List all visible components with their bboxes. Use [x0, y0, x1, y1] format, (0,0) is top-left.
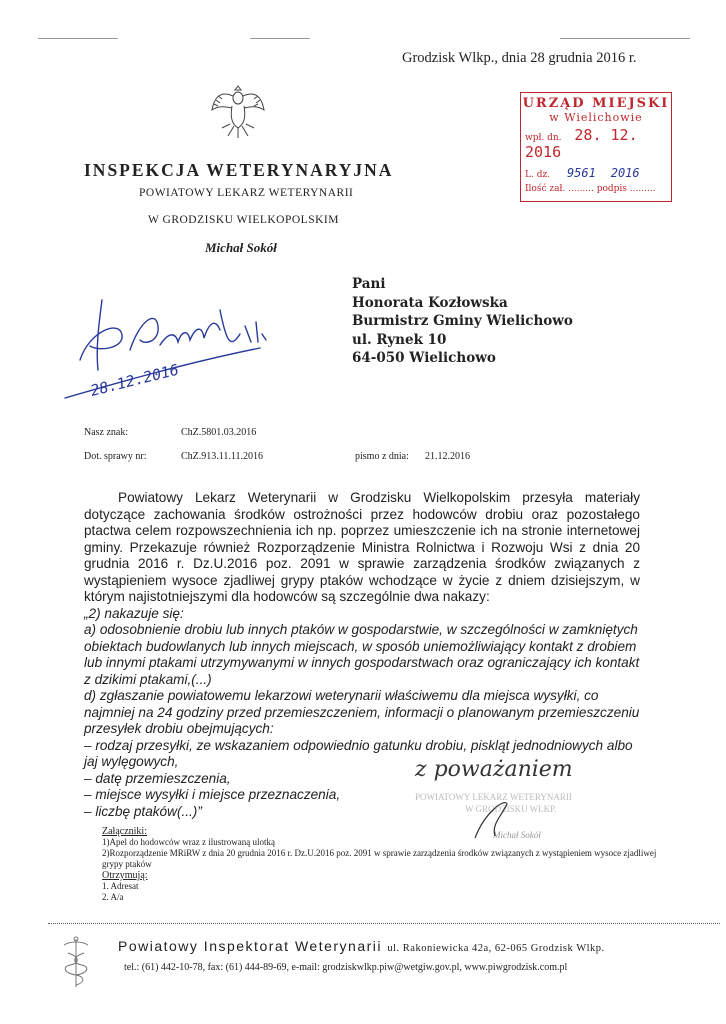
institution-subtitle-1: POWIATOWY LEKARZ WETERYNARII — [139, 187, 354, 199]
caduceus-logo-icon — [56, 935, 96, 990]
quote-intro: „2) nakazuje się: — [84, 605, 184, 621]
recipients-label: Otrzymują: — [102, 870, 148, 881]
recipient-copy-1: 1. Adresat — [102, 881, 139, 891]
top-rule-mid — [250, 38, 310, 39]
stamp-ldz-value: 9561 — [566, 166, 596, 180]
document-date: Grodzisk Wlkp., dnia 28 grudnia 2016 r. — [402, 50, 637, 66]
top-rule-left — [38, 38, 118, 39]
recipient-line-4: ul. Rynek 10 — [352, 331, 447, 348]
faded-stamp-line-2: W GRODZISKU WLKP. — [465, 804, 557, 814]
recipient-address — [352, 275, 573, 368]
recipient-line-2: Honorata Kozłowska — [352, 294, 508, 311]
ref-dot-sprawy-label: Dot. sprawy nr: — [84, 451, 147, 462]
handwritten-signature-icon — [60, 290, 290, 410]
faded-stamp-line-1: POWIATOWY LEKARZ WETERYNARII — [415, 792, 572, 802]
footer-org-line — [118, 938, 605, 954]
faded-stamp-name: Michał Sokół — [493, 830, 541, 840]
footer-org: Powiatowy Inspektorat Weterynarii — [118, 938, 382, 954]
quote-bullet-3: – miejsce wysyłki i miejsce przeznaczenia, — [84, 787, 341, 802]
stamp-wpl-label: wpł. dn. — [525, 133, 562, 143]
stamp-wpl-date: 28. 12. 2016 — [525, 126, 638, 161]
stamp-subtitle: w Wielichowie — [549, 111, 643, 124]
quote-a: a) odosobnienie drobiu lub innych ptaków w gospodarstwie, w szczególności w zamkniętych obiektach budowlanych lub innych miejscach, w sposób uniemożliwiający kontakt z drobiem lub innymi ptakami utrzymywanymi w innych gospodarstwach oraz ograniczający ich kontakt z dzikimi ptakami,(...) — [84, 622, 640, 687]
attachments-section — [102, 826, 662, 903]
quote-bullet-4: – liczbę ptaków(...)” — [84, 803, 202, 819]
ref-pismo-label: pismo z dnia: — [355, 451, 409, 462]
eagle-emblem-icon — [210, 80, 266, 140]
reception-stamp — [520, 92, 672, 202]
recipient-line-5: 64-050 Wielichowo — [352, 350, 496, 366]
recipient-line-3: Burmistrz Gminy Wielichowo — [352, 313, 573, 329]
stamp-ldz-label: L. dz. — [525, 170, 551, 180]
stamp-ilosc: Ilość zał. ......... podpis ......... — [525, 184, 656, 194]
footer-address: ul. Rakoniewicka 42a, 62-065 Grodzisk Wlkp. — [387, 943, 605, 954]
quote-bullet-2: – datę przemieszczenia, — [84, 770, 231, 786]
institution-subtitle-2: W GRODZISKU WIELKOPOLSKIM — [148, 214, 339, 226]
recipient-line-1: Pani — [352, 276, 386, 292]
ref-dot-sprawy-value: ChZ.913.11.11.2016 — [181, 451, 264, 462]
ref-pismo-value: 21.12.2016 — [425, 451, 470, 462]
institution-name: INSPEKCJA WETERYNARYJNA — [84, 160, 394, 180]
footer-contact: tel.: (61) 442-10-78, fax: (61) 444-89-69, e-mail: grodziskwlkp.piw@wetgiw.gov.pl, www.piwgrodzisk.com.pl — [124, 962, 568, 973]
recipient-copy-2: 2. A/a — [102, 892, 124, 902]
stamp-ldz-year: 2016 — [610, 166, 640, 180]
quote-bullet-1: – rodzaj przesyłki, ze wskazaniem odpowiednio gatunku drobiu, piskląt jednodniowych albo jaj wylęgowych, — [84, 737, 633, 769]
ref-nasz-znak-value: ChZ.5801.03.2016 — [181, 427, 257, 438]
ref-nasz-znak-label: Nasz znak: — [84, 427, 129, 438]
stamp-title: URZĄD MIEJSKI — [522, 96, 670, 111]
footer-divider — [48, 923, 720, 924]
attachment-2: 2)Rozporządzenie MRiRW z dnia 20 grudnia 2016 r. Dz.U.2016 poz. 2091 w sprawie zarządzenia środków związanych z wystąpieniem wysoce zjadliwej grypy ptaków — [102, 848, 657, 869]
quote-d: d) zgłaszanie powiatowemu lekarzowi weterynarii właściwemu dla miejsca wysyłki, co najmniej na 24 godziny przed przemieszczeniem, informacji o planowanym przemieszczeniu przesyłek drobiu obejmujących: — [84, 688, 640, 736]
body-paragraph: Powiatowy Lekarz Weterynarii w Grodzisku Wielkopolskim przesyła materiały dotyczące zachowania środków ostrożności przez hodowców drobiu oraz pozostałego ptactwa celem rozpowszechnienia ich np. poprzez umieszczenie ich na stronie internetowej gminy. Przekazuje również Rozporządzenie Ministra Rolnictwa i Rozwoju Wsi z dnia 20 grudnia 2016 r. Dz.U.2016 poz. 2091 w sprawie zarządzenia środków związanych z wystąpieniem wysoce zjadliwej grypy ptaków wchodzące w życie z dniem dzisiejszym, w którym najistotniejszymi dla hodowców są szczególnie dwa nakazy: — [84, 490, 640, 604]
officer-name: Michał Sokół — [205, 240, 277, 255]
attachment-1: 1)Apel do hodowców wraz z ilustrowaną ulotką — [102, 837, 275, 847]
attachments-label: Załączniki: — [102, 826, 147, 837]
signature-date: 28.12.2016 — [88, 360, 181, 400]
closing-text: z poważaniem — [415, 757, 573, 782]
top-rule-right — [560, 38, 690, 39]
